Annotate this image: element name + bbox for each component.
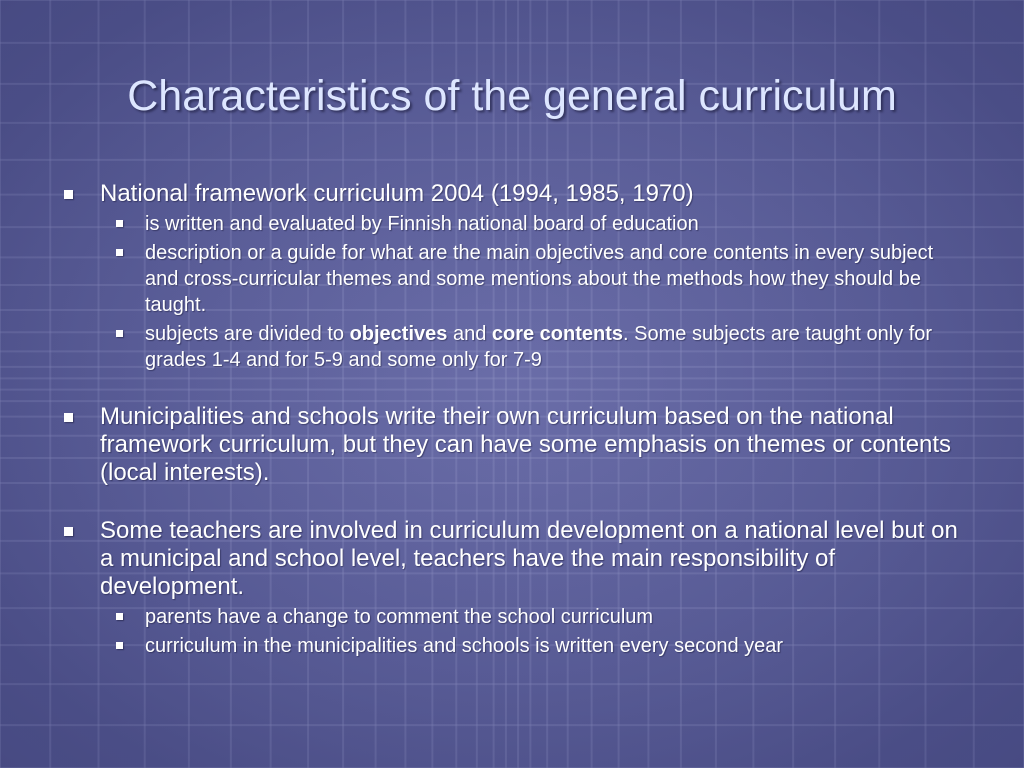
bullet-text: Municipalities and schools write their own curriculum based on the national framework curriculum, but they can have some emphasis on themes or contents (local interests). <box>100 403 952 486</box>
sub-bullet-subjects-divided <box>62 321 972 373</box>
sub-bullet-text-part: subjects are divided to <box>145 323 350 345</box>
sub-bullet-parents <box>62 604 972 630</box>
sub-bullet-written-evaluated <box>62 211 972 237</box>
bold-core-contents: core contents <box>491 323 624 345</box>
sub-bullet-text-part: . Some subjects are taught only for grades 1-4 and for 5-9 and some only for 7-9 <box>145 323 933 371</box>
sub-bullet-text: parents have a change to comment the school curriculum <box>145 606 654 628</box>
square-bullet-icon <box>64 413 73 422</box>
square-bullet-icon <box>116 220 123 227</box>
square-bullet-icon <box>116 613 123 620</box>
sub-bullet-description <box>62 240 972 318</box>
square-bullet-icon <box>64 527 73 536</box>
bullet-text: National framework curriculum 2004 (1994, 1985, 1970) <box>100 180 694 207</box>
sub-bullet-text: description or a guide for what are the main objectives and core contents in every subject and cross-curricular themes and some mentions about the methods how they should be taught. <box>145 242 934 316</box>
sub-bullet-text: curriculum in the municipalities and schools is written every second year <box>145 635 784 657</box>
slide-content <box>62 180 972 659</box>
bullet-teachers <box>62 517 972 601</box>
sub-bullet-text-part: and <box>447 323 492 345</box>
bullet-municipalities <box>62 403 972 487</box>
square-bullet-icon <box>116 642 123 649</box>
square-bullet-icon <box>116 249 123 256</box>
slide-title: Characteristics of the general curriculum <box>127 72 897 120</box>
square-bullet-icon <box>116 330 123 337</box>
square-bullet-icon <box>64 190 73 199</box>
sub-bullet-written-every-second-year <box>62 633 972 659</box>
bold-objectives: objectives <box>349 323 448 345</box>
sub-bullet-text: is written and evaluated by Finnish national board of education <box>145 213 699 235</box>
bullet-national-framework <box>62 180 972 208</box>
bullet-text: Some teachers are involved in curriculum development on a national level but on a municipal and school level, teachers have the main responsibility of development. <box>100 517 958 600</box>
